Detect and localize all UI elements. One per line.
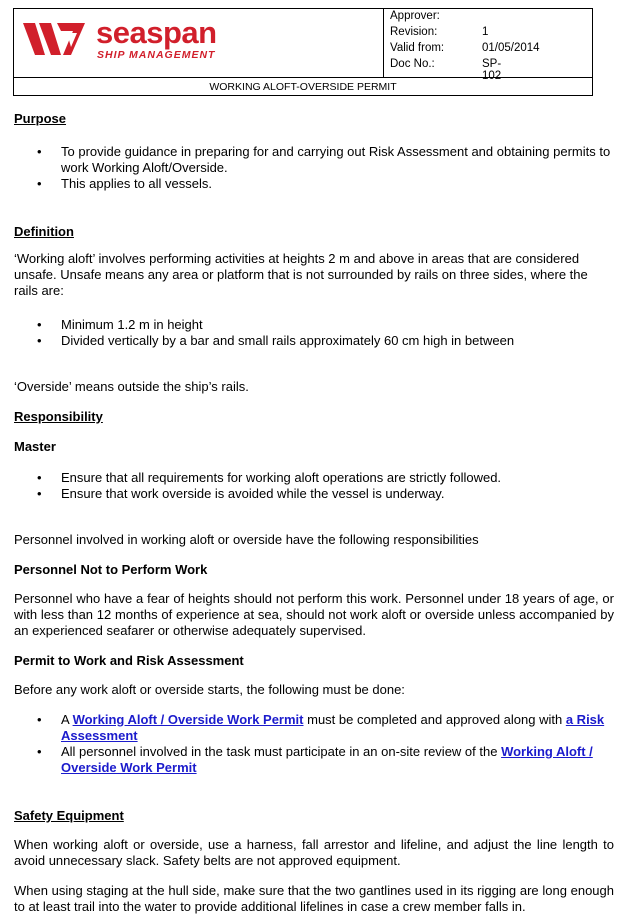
list-item: • To provide guidance in preparing for and carrying out Risk Assessment and obtaining permits to work Working Aloft/Overside. [61,144,614,176]
meta-label: Doc No.: [390,58,435,70]
list-item: • Minimum 1.2 m in height [61,317,614,333]
meta-value: 01/05/2014 [482,42,540,54]
document-body [14,111,614,915]
document-header [13,8,593,96]
meta-approver [390,10,440,22]
personnel-intro: Personnel involved in working aloft or overside have the following responsibilities [14,532,479,547]
document-meta [383,9,593,82]
definition-list [14,317,614,349]
meta-doc-no [390,58,502,82]
meta-label: Valid from: [390,42,445,54]
list-item: • Ensure that all requirements for working aloft operations are strictly followed. [61,470,614,486]
permit-intro: Before any work aloft or overside starts, the following must be done: [14,682,405,697]
responsibility-heading: Responsibility [14,409,103,424]
safety-paragraph-1: When working aloft or overside, use a harness, fall arrestor and lifeline, and adjust the line length to avoid unnecessary slack. Safety belts are not approved equipment. [14,837,614,868]
permit-heading: Permit to Work and Risk Assessment [14,653,244,668]
meta-valid-from [390,42,540,54]
work-permit-link[interactable]: Working Aloft / Overside Work Permit [72,712,304,727]
meta-label: Revision: [390,26,438,38]
risk-assessment-link[interactable]: a Risk Assessment [61,712,605,743]
purpose-list [14,144,614,192]
permit-list [14,712,614,776]
seaspan-logo-icon [23,21,87,57]
work-permit-link[interactable]: Working Aloft / Overside Work Permit [61,744,593,775]
document-title: WORKING ALOFT-OVERSIDE PERMIT [14,77,592,96]
list-item [61,744,614,776]
definition-intro: ‘Working aloft’ involves performing activities at heights 2 m and above in areas that are considered unsafe. Unsafe means any area or platform that is not surrounded by rails on three sides, where the rails are: [14,251,588,298]
meta-label: Approver: [390,10,440,22]
safety-paragraph-2: When using staging at the hull side, make sure that the two gantlines used in its rigging are long enough to at least trail into the water to provide additional lifelines in case a crew member falls in. [14,883,614,914]
list-item: • This applies to all vessels. [61,176,614,192]
text: A [61,712,73,727]
text: must be completed and approved along with [303,712,566,727]
meta-value: SP-102 [482,58,502,82]
safety-heading: Safety Equipment [14,808,124,823]
list-item [61,712,614,744]
brand-subtitle: SHIP MANAGEMENT [97,49,216,61]
not-perform-heading: Personnel Not to Perform Work [14,562,208,577]
definition-heading: Definition [14,224,74,239]
text: All personnel involved in the task must participate in an on-site review of the [61,744,502,759]
purpose-heading: Purpose [14,111,67,126]
not-perform-text: Personnel who have a fear of heights should not perform this work. Personnel under 18 years of age, or with less than 12 months of experience at sea, should not work aloft or overside unless accompanied by an experienced seafarer or otherwise adequately supervised. [14,591,614,638]
list-item: • Ensure that work overside is avoided while the vessel is underway. [61,486,614,502]
master-heading: Master [14,439,56,454]
list-item: • Divided vertically by a bar and small rails approximately 60 cm high in between [61,333,614,349]
brand-name: seaspan [96,15,217,50]
logo-area [14,9,383,77]
meta-revision [390,26,489,38]
master-list [14,470,614,502]
overside-definition: ‘Overside’ means outside the ship’s rails. [14,379,249,394]
meta-value: 1 [482,26,489,38]
